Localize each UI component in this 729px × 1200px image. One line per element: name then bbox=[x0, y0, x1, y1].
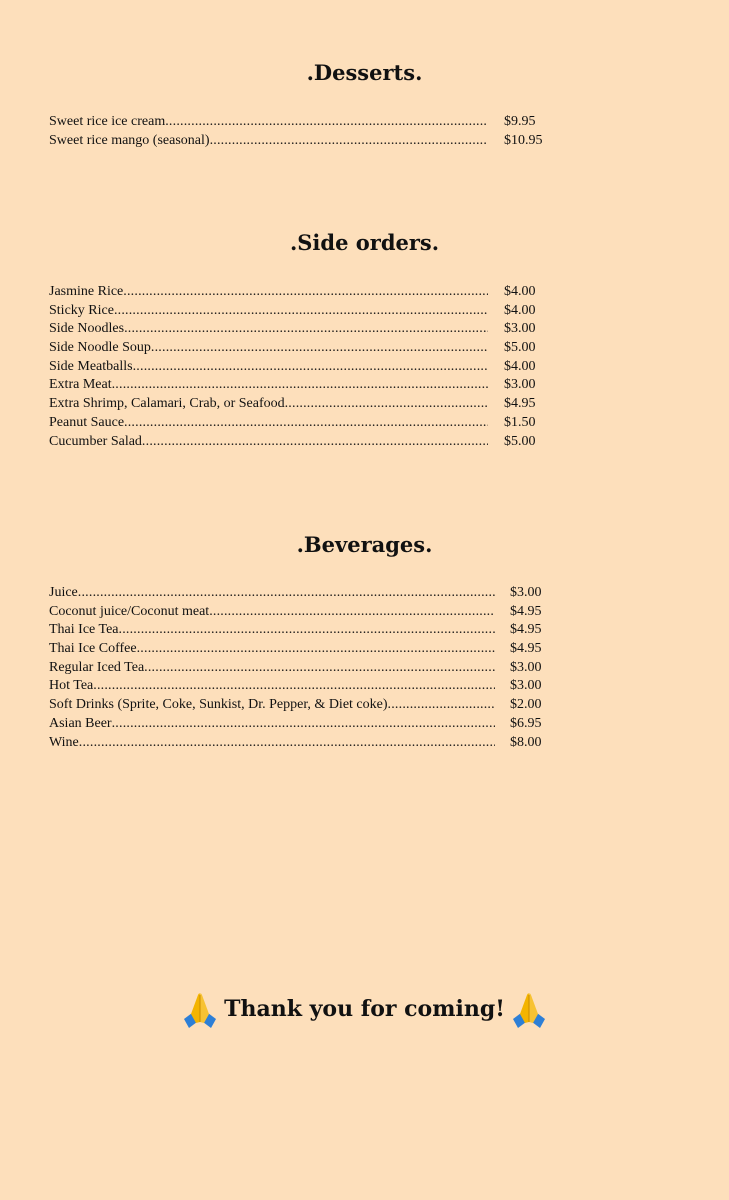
menu-item-price: $9.95 bbox=[504, 114, 536, 129]
dot-leader bbox=[165, 114, 486, 130]
menu-item-price: $8.00 bbox=[510, 734, 542, 750]
menu-item-price: $4.00 bbox=[504, 302, 536, 318]
menu-item-name: Side Noodles bbox=[49, 321, 125, 337]
menu-item-name-leader bbox=[49, 303, 488, 319]
menu-item-price: $4.00 bbox=[504, 284, 536, 299]
menu-item-name-leader bbox=[49, 604, 495, 620]
menu-item bbox=[49, 735, 542, 754]
menu-item bbox=[49, 396, 536, 415]
menu-item-name-leader bbox=[49, 716, 495, 732]
menu-item-name-leader bbox=[49, 660, 495, 676]
thank-you-text: Thank you for coming! bbox=[224, 996, 505, 1022]
menu-item-price: $1.50 bbox=[504, 414, 536, 430]
menu-item-name: Cucumber Salad bbox=[49, 433, 142, 449]
dot-leader bbox=[209, 604, 495, 620]
dot-leader bbox=[144, 660, 495, 676]
menu-item-price: $6.95 bbox=[510, 715, 542, 731]
menu-item-price: $3.00 bbox=[510, 659, 542, 675]
menu-item-name: Extra Meat bbox=[49, 377, 112, 393]
dot-leader bbox=[112, 716, 495, 732]
menu-item bbox=[49, 114, 543, 133]
menu-item-name-leader bbox=[49, 678, 495, 694]
menu-item-name-leader bbox=[49, 735, 495, 751]
menu-item-name: Juice bbox=[49, 585, 78, 600]
menu-item-price: $5.00 bbox=[504, 433, 536, 449]
side-orders-title: .Side orders. bbox=[289, 230, 440, 255]
menu-item-price: $10.95 bbox=[504, 132, 543, 148]
menu-item-name: Extra Shrimp, Calamari, Crab, or Seafood bbox=[49, 396, 285, 412]
menu-item-price: $3.00 bbox=[510, 678, 542, 694]
dot-leader bbox=[137, 641, 495, 657]
menu-item-price: $3.00 bbox=[504, 321, 536, 337]
menu-item bbox=[49, 697, 542, 716]
menu-item-name: Coconut juice/Coconut meat bbox=[49, 603, 210, 619]
menu-item-name: Sweet rice mango (seasonal) bbox=[49, 132, 210, 148]
menu-item-name: Hot Tea bbox=[49, 678, 94, 694]
menu-item-name-leader bbox=[49, 284, 488, 300]
menu-item-price: $4.95 bbox=[510, 622, 542, 638]
menu-item-price: $2.00 bbox=[510, 697, 542, 713]
menu-item-name-leader bbox=[49, 377, 488, 393]
menu-item-name-leader bbox=[49, 585, 495, 601]
dot-leader bbox=[285, 396, 488, 412]
menu-item bbox=[49, 622, 542, 641]
menu-item-name: Thai Ice Coffee bbox=[49, 641, 137, 657]
menu-item-name-leader bbox=[49, 359, 488, 375]
menu-item-name-leader bbox=[49, 415, 488, 431]
dot-leader bbox=[123, 284, 488, 300]
menu-item bbox=[49, 284, 536, 303]
menu-item-price: $4.95 bbox=[504, 396, 536, 412]
menu-item-name: Wine bbox=[49, 734, 79, 750]
menu-item bbox=[49, 585, 542, 604]
menu-item bbox=[49, 660, 542, 679]
menu-item-name: Sticky Rice bbox=[49, 302, 114, 318]
menu-item bbox=[49, 321, 536, 340]
dot-leader bbox=[124, 415, 488, 431]
menu-item bbox=[49, 340, 536, 359]
menu-item-name-leader bbox=[49, 114, 486, 130]
thank-you-message bbox=[0, 983, 729, 1033]
menu-item-name: Side Meatballs bbox=[49, 358, 133, 374]
dot-leader bbox=[119, 622, 496, 638]
menu-item-name: Sweet rice ice cream bbox=[49, 114, 166, 129]
menu-item-name-leader bbox=[49, 434, 488, 450]
folded-hands-icon bbox=[182, 989, 218, 1029]
dot-leader bbox=[151, 340, 488, 356]
menu-item-price: $4.95 bbox=[510, 641, 542, 657]
menu-item-name-leader bbox=[49, 133, 486, 149]
menu-item-name-leader bbox=[49, 622, 495, 638]
dot-leader bbox=[78, 585, 495, 601]
dot-leader bbox=[79, 735, 495, 751]
menu-item-name: Side Noodle Soup bbox=[49, 340, 151, 356]
dot-leader bbox=[133, 359, 488, 375]
menu-item bbox=[49, 434, 536, 453]
menu-item bbox=[49, 604, 542, 623]
desserts-title: .Desserts. bbox=[306, 60, 423, 85]
dot-leader bbox=[210, 133, 486, 149]
menu-item-price: $3.00 bbox=[510, 585, 542, 600]
menu-item-name: Jasmine Rice bbox=[49, 284, 124, 299]
dot-leader bbox=[124, 321, 488, 337]
menu-item bbox=[49, 641, 542, 660]
dot-leader bbox=[142, 434, 488, 450]
beverages-list bbox=[49, 585, 542, 753]
menu-item-name: Peanut Sauce bbox=[49, 414, 125, 430]
menu-item-name-leader bbox=[49, 697, 495, 713]
folded-hands-icon bbox=[511, 989, 547, 1029]
menu-item-name-leader bbox=[49, 340, 488, 356]
menu-item-name: Regular Iced Tea bbox=[49, 659, 145, 675]
menu-item-name-leader bbox=[49, 321, 488, 337]
menu-item-name: Asian Beer bbox=[49, 715, 112, 731]
menu-item bbox=[49, 415, 536, 434]
dot-leader bbox=[114, 303, 488, 319]
menu-item bbox=[49, 359, 536, 378]
desserts-list bbox=[49, 114, 543, 151]
menu-item-price: $4.00 bbox=[504, 358, 536, 374]
menu-item-name-leader bbox=[49, 396, 488, 412]
dot-leader bbox=[388, 697, 495, 713]
menu-item-price: $5.00 bbox=[504, 340, 536, 356]
menu-item-name: Soft Drinks (Sprite, Coke, Sunkist, Dr. Pepper, & Diet coke) bbox=[49, 697, 388, 713]
beverages-title: .Beverages. bbox=[296, 532, 433, 557]
side-orders-list bbox=[49, 284, 536, 452]
menu-item bbox=[49, 303, 536, 322]
menu-item bbox=[49, 377, 536, 396]
menu-item bbox=[49, 678, 542, 697]
menu-item bbox=[49, 716, 542, 735]
menu-item-name: Thai Ice Tea bbox=[49, 622, 119, 638]
menu-item-price: $4.95 bbox=[510, 603, 542, 619]
menu-item-price: $3.00 bbox=[504, 377, 536, 393]
menu-item-name-leader bbox=[49, 641, 495, 657]
dot-leader bbox=[93, 678, 495, 694]
dot-leader bbox=[112, 377, 488, 393]
menu-item bbox=[49, 133, 543, 152]
